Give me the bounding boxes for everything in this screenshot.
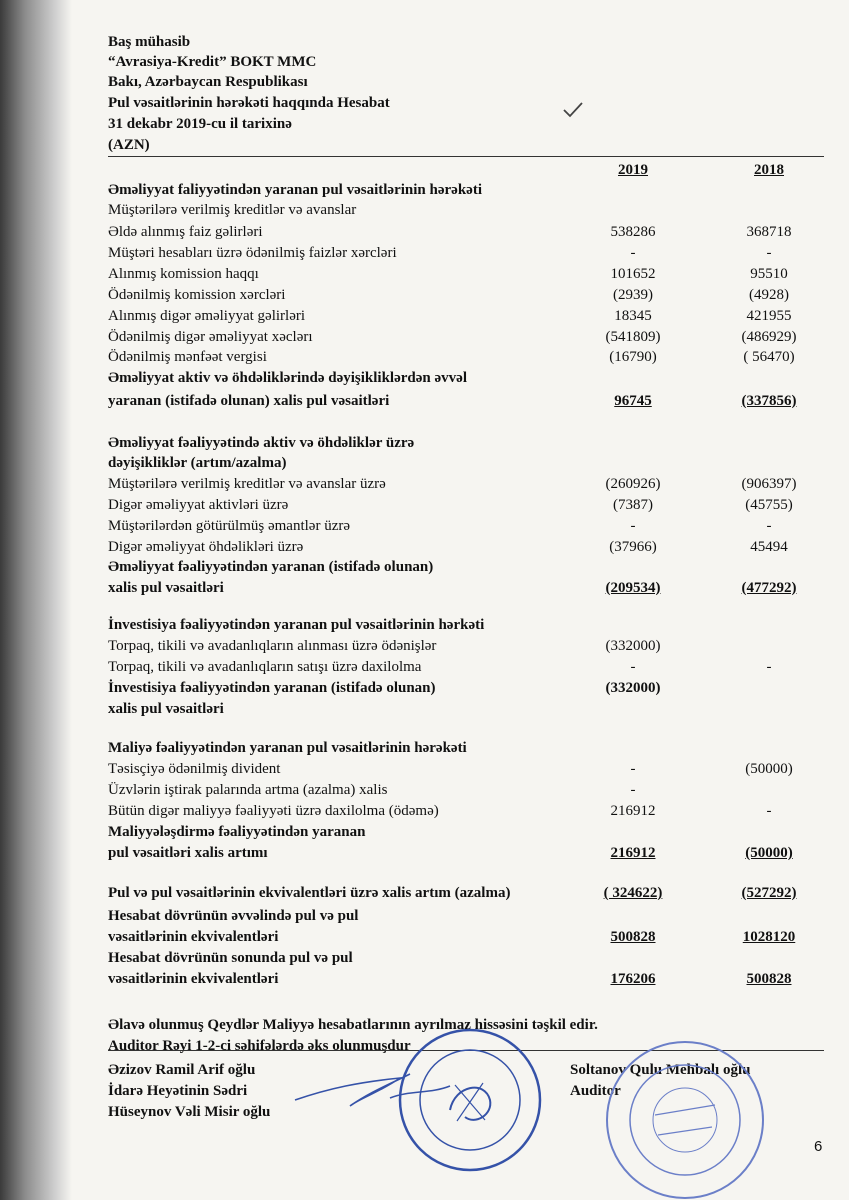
row-value-2018: (45755) <box>745 497 793 513</box>
row-label: Üzvlərin iştirak palarında artma (azalma) xalis <box>108 782 388 798</box>
header-company: “Avrasiya-Kredit” BOKT MMC <box>108 54 317 70</box>
row-label: İnvestisiya fəaliyyətindən yaranan (istifadə olunan) <box>108 680 436 696</box>
row-value-2018: - <box>766 518 772 534</box>
row-value-2019: - <box>630 245 636 261</box>
table-row <box>108 327 824 347</box>
header-line-1: Baş mühasib <box>108 34 191 50</box>
signatory-left-title: İdarə Heyətinin Sədri <box>108 1083 248 1099</box>
scan-binding-shadow <box>0 0 72 1200</box>
row-value-2018: - <box>766 803 772 819</box>
row-value-2018: 45494 <box>750 539 788 555</box>
row-label: Alınmış digər əməliyyat gəlirləri <box>108 308 306 324</box>
row-value-2019: 176206 <box>610 971 656 987</box>
row-label: İnvestisiya fəaliyyətindən yaranan pul vəsaitlərinin hərkəti <box>108 617 485 633</box>
table-row <box>108 927 824 947</box>
table-row <box>108 516 824 536</box>
table-row <box>108 738 824 758</box>
table-row <box>108 557 824 577</box>
table-row <box>108 453 824 473</box>
table-row <box>108 495 824 515</box>
row-value-2018: (50000) <box>745 761 793 777</box>
row-value-2019: 216912 <box>610 803 656 819</box>
page-number: 6 <box>814 1138 823 1155</box>
table-row <box>108 243 824 263</box>
table-row <box>108 906 824 926</box>
row-value-2018: ( 56470) <box>743 349 795 365</box>
row-label: Müştəri hesabları üzrə ödənilmiş faizlər xərcləri <box>108 245 397 261</box>
row-value-2019: 216912 <box>610 845 656 861</box>
header-date: 31 dekabr 2019-cu il tarixinə <box>108 116 292 132</box>
row-label: Əməliyyat fəaliyyətində aktiv və öhdəliklər üzrə <box>108 435 415 451</box>
row-label: Hesabat dövrünün əvvəlində pul və pul <box>108 908 359 924</box>
table-row <box>108 306 824 326</box>
row-label: Müştərilərə verilmiş kreditlər və avanslar üzrə <box>108 476 386 492</box>
row-value-2019: 500828 <box>610 929 656 945</box>
checkmark-icon <box>562 100 584 120</box>
row-label: Pul və pul vəsaitlərinin ekvivalentləri üzrə xalis artım (azalma) <box>108 885 511 901</box>
table-row <box>108 801 824 821</box>
row-label: yaranan (istifadə olunan) xalis pul vəsaitləri <box>108 393 390 409</box>
signatory-right-name: Soltanov Qulu Mehbalı oğlu <box>570 1062 751 1078</box>
signatory-left-name: Əzizov Ramil Arif oğlu <box>108 1062 256 1078</box>
row-label: Ödənilmiş mənfəət vergisi <box>108 349 267 365</box>
row-value-2019: 538286 <box>610 224 656 240</box>
row-label: vəsaitlərinin ekvivalentləri <box>108 971 279 987</box>
row-label: Bütün digər maliyyə fəaliyyəti üzrə daxilolma (ödəmə) <box>108 803 439 819</box>
row-value-2019: 96745 <box>614 393 652 409</box>
row-value-2018: 368718 <box>746 224 792 240</box>
table-row <box>108 822 824 842</box>
header-currency: (AZN) <box>108 137 150 153</box>
row-label: Torpaq, tikili və avadanlıqların alınması üzrə ödənişlər <box>108 638 437 654</box>
table-row <box>108 222 824 242</box>
row-label: Hesabat dövrünün sonunda pul və pul <box>108 950 353 966</box>
row-label: Ödənilmiş digər əməliyyat xəclərı <box>108 329 313 345</box>
table-row <box>108 578 824 598</box>
table-row <box>108 391 824 411</box>
row-label: Digər əməliyyat öhdəlikləri üzrə <box>108 539 304 555</box>
row-value-2019: - <box>630 782 636 798</box>
row-value-2018: (486929) <box>741 329 797 345</box>
row-value-2018: (337856) <box>741 393 797 409</box>
table-row <box>108 699 824 719</box>
row-label: Maliyə fəaliyyətindən yaranan pul vəsaitlərinin hərəkəti <box>108 740 467 756</box>
row-value-2019: (260926) <box>605 476 661 492</box>
row-label: Təsisçiyə ödənilmiş divident <box>108 761 281 777</box>
table-row <box>108 433 824 453</box>
table-row <box>108 948 824 968</box>
row-label: xalis pul vəsaitləri <box>108 701 224 717</box>
row-value-2019: (541809) <box>605 329 661 345</box>
row-value-2019: - <box>630 761 636 777</box>
row-value-2018: (50000) <box>745 845 793 861</box>
row-label: Torpaq, tikili və avadanlıqların satışı üzrə daxilolma <box>108 659 422 675</box>
row-value-2018: 500828 <box>746 971 792 987</box>
row-value-2019: (332000) <box>605 680 661 696</box>
row-value-2018: - <box>766 659 772 675</box>
table-row <box>108 759 824 779</box>
row-label: Əməliyyat aktiv və öhdəliklərində dəyişikliklərdən əvvəl <box>108 370 467 386</box>
column-header-2018: 2018 <box>754 162 784 178</box>
signatory-left-name-2: Hüseynov Vəli Misir oğlu <box>108 1104 271 1120</box>
table-row <box>108 200 824 220</box>
row-value-2019: - <box>630 518 636 534</box>
header-divider <box>108 156 824 157</box>
table-row <box>108 883 824 903</box>
row-value-2018: 1028120 <box>742 929 796 945</box>
row-label: Alınmış komission haqqı <box>108 266 259 282</box>
footer-note-2: Auditor Rəyi 1-2-ci səhifələrdə əks olunmuşdur <box>108 1038 411 1054</box>
row-value-2019: (16790) <box>609 349 657 365</box>
row-value-2019: (209534) <box>605 580 661 596</box>
row-value-2018: - <box>766 245 772 261</box>
row-label: Əməliyyat faliyyətindən yaranan pul vəsaitlərinin hərəkəti <box>108 182 482 198</box>
row-value-2018: (906397) <box>741 476 797 492</box>
row-label: Əməliyyat fəaliyyətindən yaranan (istifadə olunan) <box>108 559 434 575</box>
table-row <box>108 843 824 863</box>
auditor-seal-icon <box>600 1035 770 1200</box>
column-headers <box>108 160 824 180</box>
row-value-2018: (4928) <box>749 287 789 303</box>
table-row <box>108 615 824 635</box>
row-value-2018: (527292) <box>741 885 797 901</box>
table-row <box>108 678 824 698</box>
table-row <box>108 657 824 677</box>
row-label: Maliyyələşdirmə fəaliyyətindən yaranan <box>108 824 366 840</box>
row-label: Müştərilərə verilmiş kreditlər və avanslar <box>108 202 357 218</box>
row-label: vəsaitlərinin ekvivalentləri <box>108 929 279 945</box>
row-value-2019: (2939) <box>613 287 653 303</box>
row-value-2019: - <box>630 659 636 675</box>
row-value-2019: (37966) <box>609 539 657 555</box>
column-header-2019: 2019 <box>618 162 648 178</box>
table-row <box>108 347 824 367</box>
table-row <box>108 474 824 494</box>
company-seal-icon <box>395 1025 545 1175</box>
row-label: Ödənilmiş komission xərcləri <box>108 287 286 303</box>
row-value-2018: (477292) <box>741 580 797 596</box>
table-row <box>108 537 824 557</box>
table-row <box>108 780 824 800</box>
table-row <box>108 368 824 388</box>
table-row <box>108 636 824 656</box>
row-label: pul vəsaitləri xalis artımı <box>108 845 268 861</box>
signatory-right-title: Auditor <box>570 1083 621 1099</box>
table-row <box>108 264 824 284</box>
row-value-2019: 101652 <box>610 266 656 282</box>
row-label: xalis pul vəsaitləri <box>108 580 224 596</box>
header-location: Bakı, Azərbaycan Respublikası <box>108 74 308 90</box>
header-report-title: Pul vəsaitlərinin hərəkəti haqqında Hesabat <box>108 95 390 111</box>
footer-note-1: Əlavə olunmuş Qeydlər Maliyyə hesabatlarının ayrılmaz hissəsini təşkil edir. <box>108 1017 598 1033</box>
row-label: Əldə alınmış faiz gəlirləri <box>108 224 263 240</box>
table-row <box>108 180 824 200</box>
row-label: dəyişikliklər (artım/azalma) <box>108 455 287 471</box>
row-value-2019: 18345 <box>614 308 652 324</box>
table-row <box>108 285 824 305</box>
row-label: Digər əməliyyat aktivləri üzrə <box>108 497 289 513</box>
row-value-2019: ( 324622) <box>603 885 663 901</box>
row-value-2019: (332000) <box>605 638 661 654</box>
table-row <box>108 969 824 989</box>
row-value-2018: 95510 <box>750 266 788 282</box>
row-label: Müştərilərdən götürülmüş əmantlər üzrə <box>108 518 351 534</box>
row-value-2019: (7387) <box>613 497 653 513</box>
row-value-2018: 421955 <box>746 308 792 324</box>
